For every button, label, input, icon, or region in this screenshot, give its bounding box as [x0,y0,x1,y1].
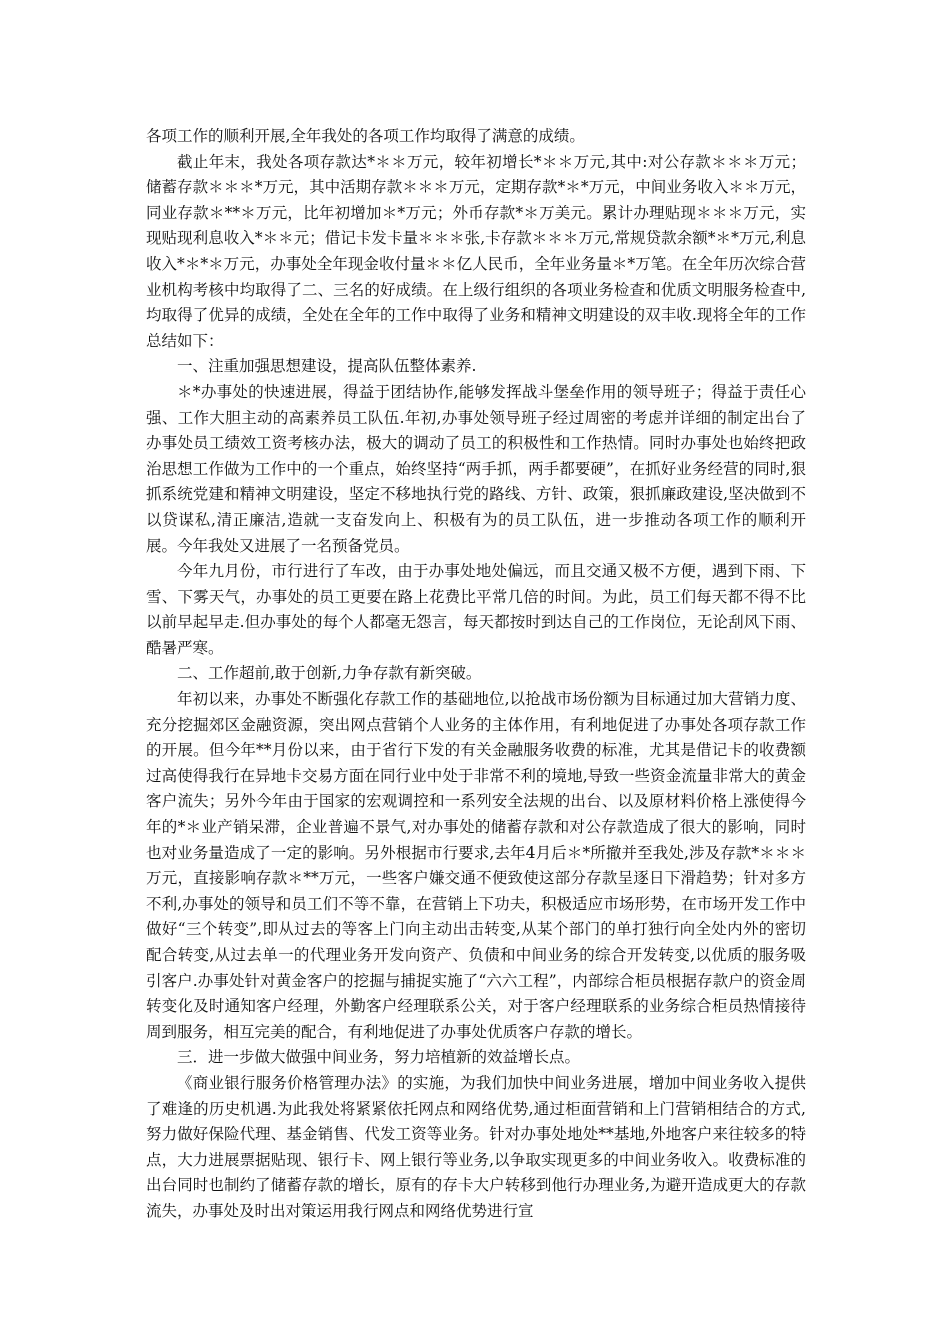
paragraph-year-end-figures: 截止年末，我处各项存款达*＊＊万元，较年初增长*＊＊万元,其中:对公存款＊＊＊万元；储蓄存款＊＊＊*万元，其中活期存款＊＊＊万元，定期存款*＊*万元，中间业务收入＊＊万元，同业存款＊**＊万元，比年初增加＊*万元；外币存款*＊万美元。累计办理贴现＊＊＊万元，实现贴现利息收入*＊＊元；借记卡发卡量＊＊＊张,卡存款＊＊＊万元,常规贷款余额*＊*万元,利息收入*＊*＊万元，办事处全年现金收付量＊＊亿人民币，全年业务量＊*万笔。在全年历次综合营业机构考核中均取得了二、三名的好成绩。在上级行组织的各项业务检查和优质文明服务检查中,均取得了优异的成绩，全处在全年的工作中取得了业务和精神文明建设的双丰收.现将全年的工作总结如下： [146,152,806,350]
section-heading-3: 三．进一步做大做强中间业务，努力培植新的效益增长点。 [177,1048,581,1067]
paragraph-leadership-team: ＊*办事处的快速进展，得益于团结协作,能够发挥战斗堡垒作用的领导班子；得益于责任心强、工作大胆主动的高素养员工队伍.年初,办事处领导班子经过周密的考虑并详细的制定出台了办事处员工绩效工资考核办法，极大的调动了员工的积极性和工作热情。同时办事处也始终把政治思想工作做为工作中的一个重点，始终坚持“两手抓，两手都要硬”，在抓好业务经营的同时,狠抓系统党建和精神文明建设，坚定不移地执行党的路线、方针、政策，狠抓廉政建设,坚决做到不以贷谋私,清正廉洁,造就一支奋发向上、积极有为的员工队伍，进一步推动各项工作的顺利开展。今年我处又进展了一名预备党员。 [146,382,806,555]
section-heading-1: 一、注重加强思想建设，提高队伍整体素养. [177,357,477,376]
paragraph-deposit-work: 年初以来，办事处不断强化存款工作的基础地位,以抢战市场份额为目标通过加大营销力度、充分挖掘郊区金融资源，突出网点营销个人业务的主体作用，有利地促进了办事处各项存款工作的开展。但今年**月份以来，由于省行下发的有关金融服务收费的标准，尤其是借记卡的收费额过高使得我行在异地卡交易方面在同行业中处于非常不利的境地,导致一些资金流量非常大的黄金客户流失；另外今年由于国家的宏观调控和一系列安全法规的出台、以及原材料价格上涨使得今年的*＊业产销呆滞，企业普遍不景气,对办事处的储蓄存款和对公存款造成了很大的影响，同时也对业务量造成了一定的影响。另外根据市行要求,去年4月后＊*所撤并至我处,涉及存款*＊＊＊万元，直接影响存款＊**万元，一些客户嫌交通不便致使这部分存款呈逐日下滑趋势；针对多方不利,办事处的领导和员工们不等不靠，在营销上下功夫，积极适应市场形势，在市场开发工作中做好“三个转变”,即从过去的等客上门向主动出击转变,从某个部门的单打独行向全处内外的密切配合转变,从过去单一的代理业务开发向资产、负债和中间业务的综合开发转变,以优质的服务吸引客户.办事处针对黄金客户的挖掘与捕捉实施了“六六工程”，内部综合柜员根据存款户的资金周转变化及时通知客户经理，外勤客户经理联系公关，对于客户经理联系的业务综合柜员热情接待周到服务，相互完美的配合，有利地促进了办事处优质客户存款的增长。 [146,690,806,1041]
paragraph-intermediary-business: 《商业银行服务价格管理办法》的实施，为我们加快中间业务进展，增加中间业务收入提供了难逢的历史机遇.为此我处将紧紧依托网点和网络优势,通过柜面营销和上门营销相结合的方式,努力做好保险代理、基金销售、代发工资等业务。针对办事处地处**基地,外地客户来往较多的特点，大力进展票据贴现、银行卡、网上银行等业务,以争取实现更多的中间业务收入。收费标准的出台同时也制约了储蓄存款的增长，原有的存卡大户转移到他行办理业务,为避开造成更大的存款流失，办事处及时出对策运用我行网点和网络优势进行宣 [146,1073,806,1220]
paragraph-continuation: 各项工作的顺利开展,全年我处的各项工作均取得了满意的成绩。 [146,127,585,145]
section-heading-2: 二、工作超前,敢于创新,力争存款有新突破。 [177,664,482,683]
paragraph-vehicle-reform: 今年九月份，市行进行了车改，由于办事处地处偏远，而且交通又极不方便，遇到下雨、下雪、下雾天气，办事处的员工更要在路上花费比平常几倍的时间。为此，员工们每天都不得不比以前早起早走.但办事处的每个人都毫无怨言，每天都按时到达自己的工作岗位，无论刮风下雨、酷暑严寒。 [146,562,806,657]
document-body [146,124,806,1225]
